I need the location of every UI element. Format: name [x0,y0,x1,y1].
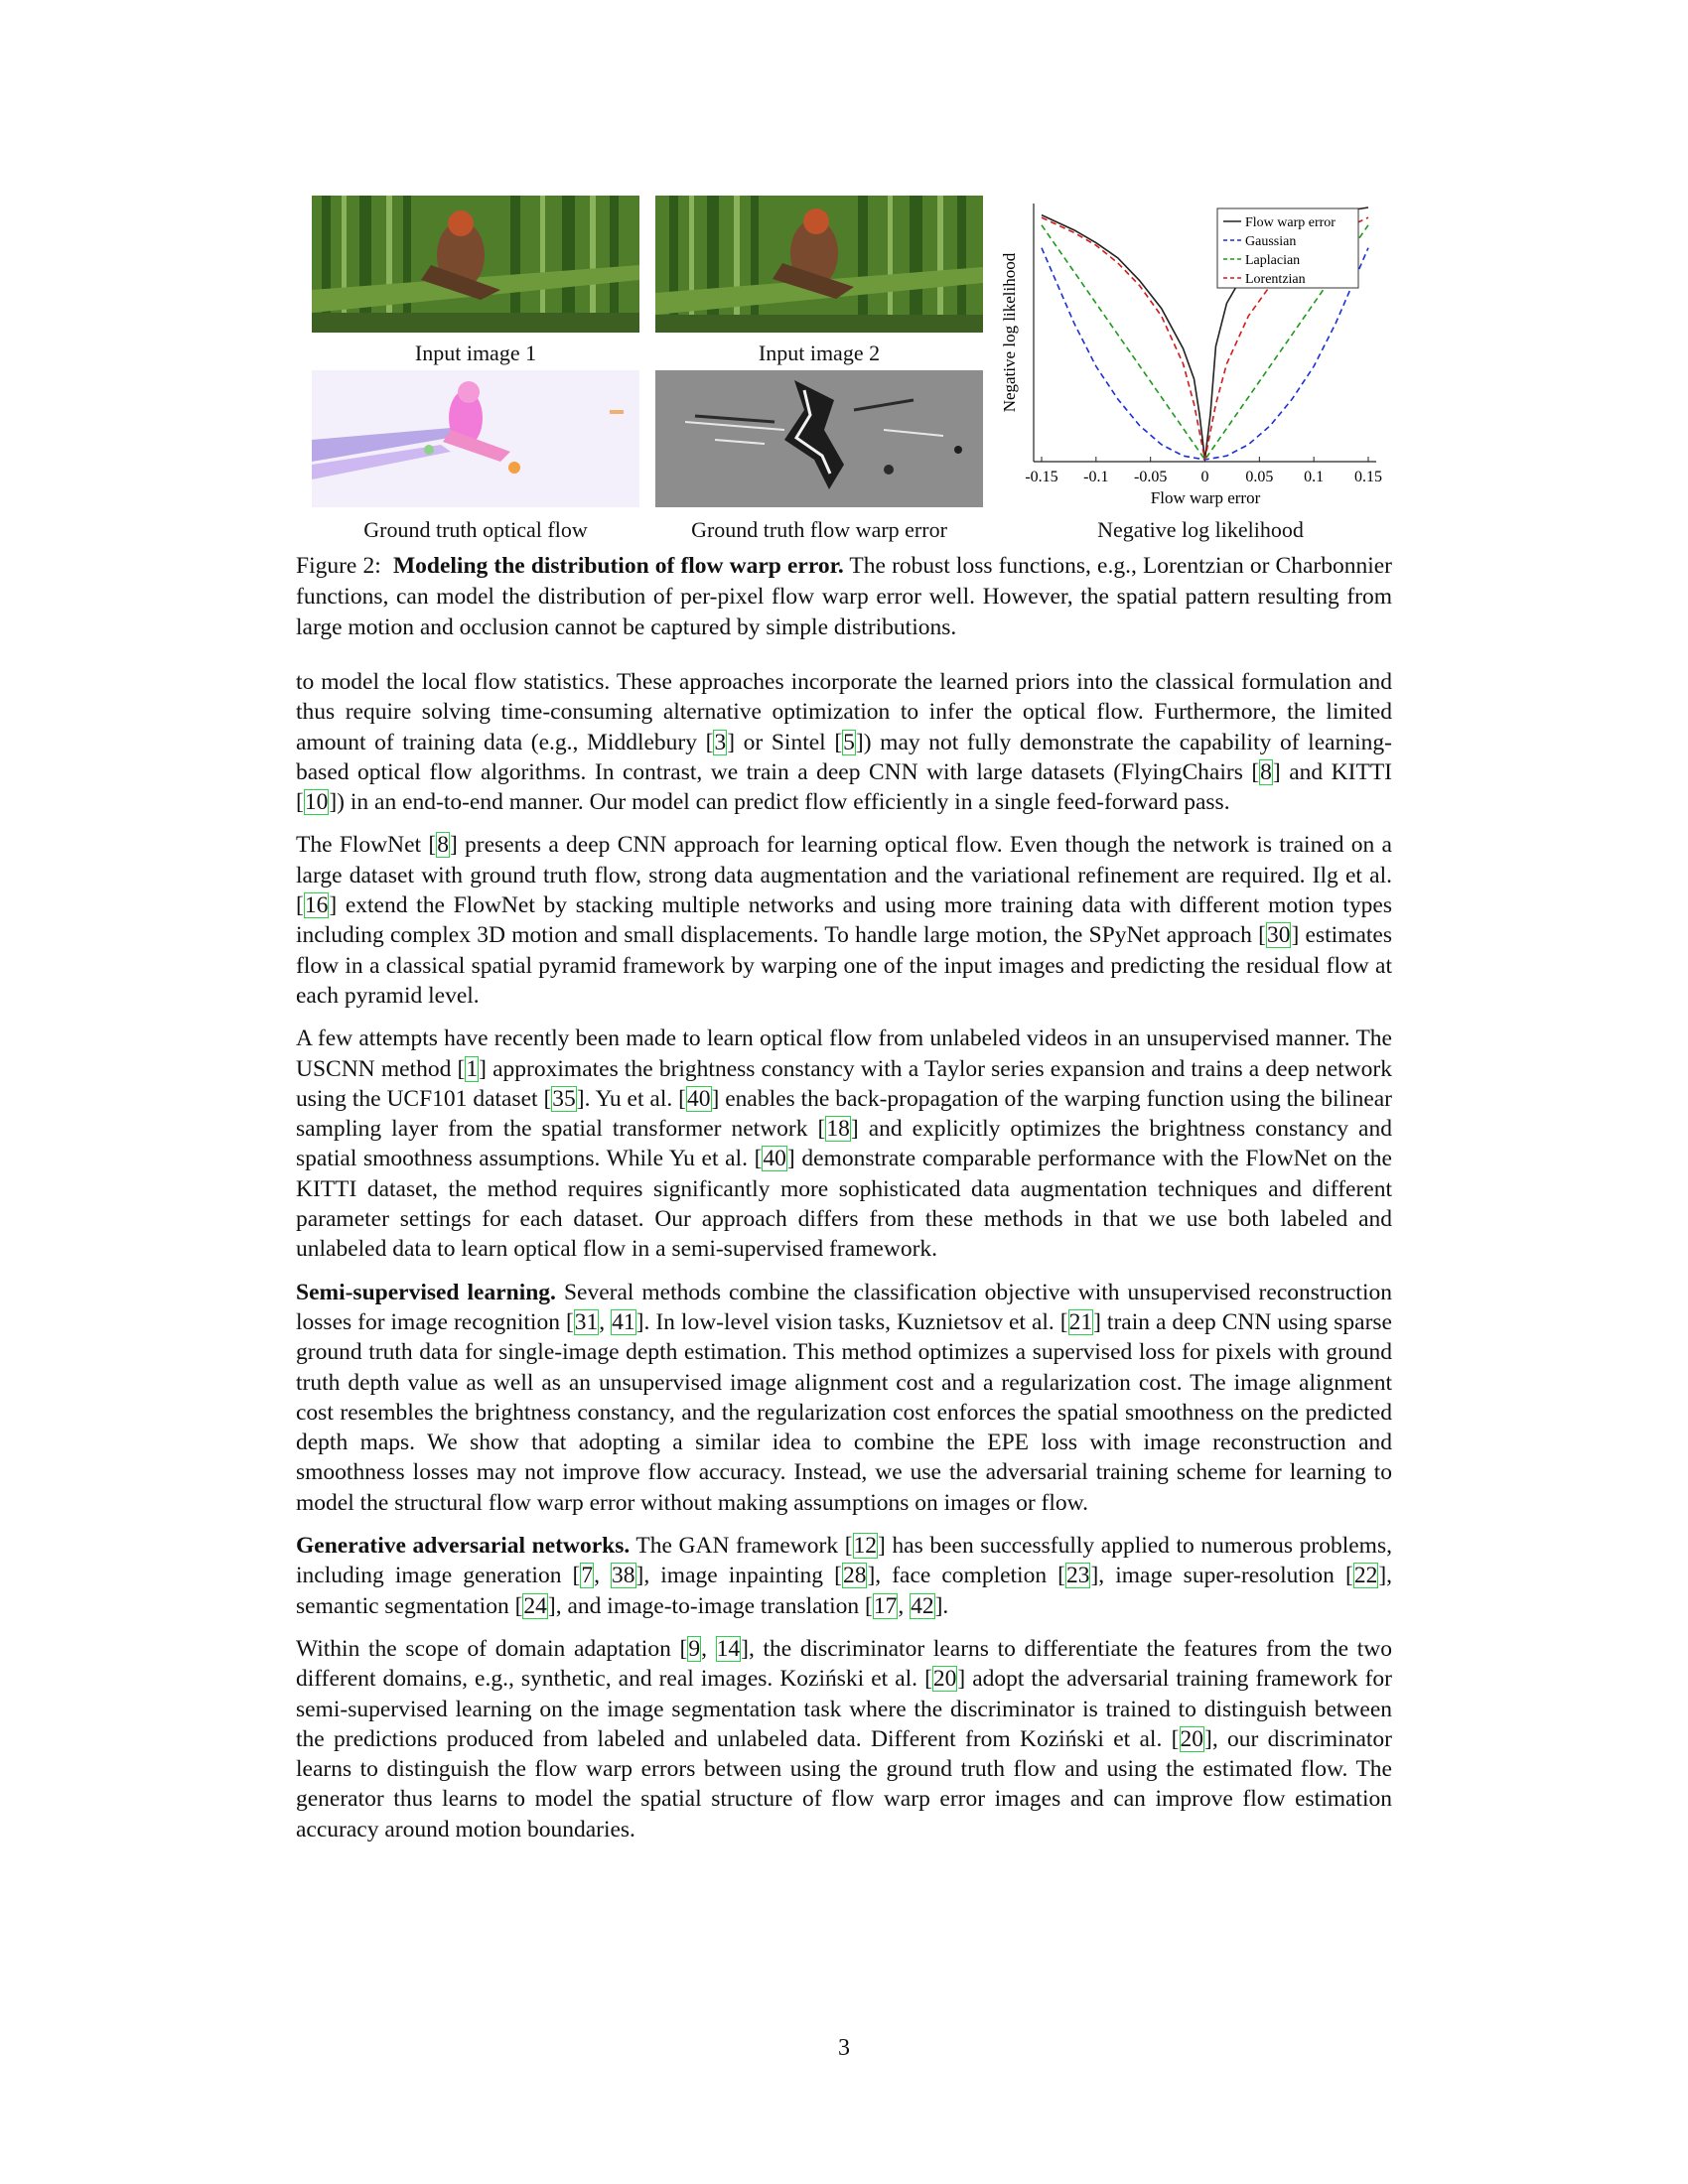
citation-link[interactable]: 16 [304,892,329,919]
text-run: approximates the brightness constancy with a Taylor series expansion and trains a deep network using the UCF101 dataset [296,1055,1392,1112]
citation-link[interactable]: 23 [1065,1563,1090,1589]
citation-link[interactable]: 20 [932,1666,957,1693]
chart-xlabel: Flow warp error [1150,488,1261,507]
x-tick-label: -0.05 [1134,469,1168,485]
citation-link[interactable]: 21 [1068,1308,1093,1335]
citation-link[interactable]: 5 [843,729,855,755]
citation-link[interactable]: 7 [581,1563,594,1589]
citation-link[interactable]: 14 [716,1635,741,1662]
chart-legend [1217,208,1358,288]
x-tick-label: -0.15 [1025,469,1058,485]
paragraph-3: A few attempts have recently been made to learn optical flow from unlabeled videos in an unsupervised manner. The USCNN method [1] approximates the brightness constancy with a Taylor series expansion and trains a deep network using the UCF101 dataset [35]. Yu et al. [40] enables the back-propagation of the warping function using the bilinear sampling layer from the spatial transformer network [18] and explicitly optimizes the brightness constancy and spatial smoothness assumptions. While Yu et al. [40] demonstrate comparable performance with the FlowNet on the KITTI dataset, the method requires significantly more sophisticated data augmentation techniques and different parameter settings for each dataset. Our approach differs from these methods in that we use both labeled and unlabeled data to learn optical flow in a semi-supervised framework. [296,1025,1393,1263]
chart-ylabel: Negative log likelihood [1000,252,1019,413]
caption-input-1: Input image 1 [414,341,537,365]
page-content [296,194,1392,1857]
citation-link[interactable]: 30 [1266,922,1291,949]
text-run: ) may not fully demonstrate the capability of learning-based optical flow algorithms. In contrast, we train a deep CNN with large datasets (FlyingChairs [296,729,1392,785]
caption-gt-flow: Ground truth optical flow [363,517,588,542]
text-run: , and image-to-image translation [555,1592,866,1619]
text-run: train a deep CNN using sparse ground truth data for single-image depth estimation. This method optimizes a supervised loss for pixels with ground truth depth value as well as an unsupervised image alignment cost and a regularization cost. The image alignment cost resembles the brightness constancy, and the regularization cost enforces the spatial smoothness on the predicted depth maps. We show that adopting a similar idea to combine the EPE loss with image reconstruction and smoothness losses may not improve flow accuracy. Instead, we use the adversarial training scheme for learning to model the structural flow warp error without making assumptions on images or flow. [296,1308,1392,1516]
citation-link[interactable]: 42 [911,1592,934,1619]
legend-label: Flow warp error [1245,215,1336,230]
citation-link[interactable]: 28 [842,1563,867,1589]
citation-link[interactable]: 18 [826,1116,850,1143]
figure-2 [296,194,1392,543]
text-run: to model the local flow statistics. These approaches incorporate the learned priors into the classical formulation and thus require solving time-consuming alternative optimization to infer the optical flow. Furthermore, the limited amount of training data (e.g., Middlebury [296,669,1392,755]
paragraph-domain-adaptation: Within the scope of domain adaptation [9, 14], the discriminator learns to differentiate the features from the two different domains, e.g., synthetic, and real images. Koziński et al. [20] adopt the adversarial training framework for semi-supervised learning on the image segmentation task where the discriminator is trained to distinguish between the predictions produced from labeled and unlabeled data. Different from Koziński et al. [20], our discriminator learns to distinguish the flow warp errors between using the ground truth flow and using the estimated flow. The generator thus learns to model the spatial structure of flow warp error images and can improve flow estimation accuracy around motion boundaries. [296,1635,1392,1843]
paragraph-heading: Semi-supervised learning. [296,1279,556,1305]
legend-label: Laplacian [1245,253,1301,268]
text-run: . In low-level vision tasks, Kuznietsov et al. [643,1308,1060,1335]
paragraph-semi-supervised: Semi-supervised learning. Several methods combine the classification objective with unsupervised reconstruction losses for image recognition [31, 41]. In low-level vision tasks, Kuznietsov et al. [21] train a deep CNN using sparse ground truth data for single-image depth estimation. This method optimizes a supervised loss for pixels with ground truth depth value as well as an unsupervised image alignment cost and a regularization cost. The image alignment cost resembles the brightness constancy, and the regularization cost enforces the spatial smoothness on the predicted depth maps. We show that adopting a similar idea to combine the EPE loss with image reconstruction and smoothness losses may not improve flow accuracy. Instead, we use the adversarial training scheme for learning to model the structural flow warp error without making assumptions on images or flow. [296,1279,1392,1516]
text-run: presents a deep CNN approach for learning optical flow. Even though the network is trained on a large dataset with ground truth flow, strong data augmentation and the variational refinement are required. Ilg et al. [296,832,1392,888]
text-run: A few attempts have recently been made to learn optical flow from unlabeled videos in an unsupervised manner. The USCNN method [296,1025,1392,1082]
text-run: and explicitly optimizes the brightness constancy and spatial smoothness assumptions. While Yu et al. [296,1116,1392,1172]
caption-input-2: Input image 2 [758,341,881,365]
text-run: has been successfully applied to numerous problems, including image generation [296,1533,1392,1589]
text-run: The GAN framework [630,1533,845,1560]
paragraph-1: to model the local flow statistics. These approaches incorporate the learned priors into the classical formulation and thus require solving time-consuming alternative optimization to infer the optical flow. Furthermore, the limited amount of training data (e.g., Middlebury [3] or Sintel [5]) may not fully demonstrate the capability of learning-based optical flow algorithms. In contrast, we train a deep CNN with large datasets (FlyingChairs [8] and KITTI [10]) in an end-to-end manner. Our model can predict flow efficiently in a single feed-forward pass. [296,669,1393,816]
caption-gt-warp: Ground truth flow warp error [691,517,947,542]
figure-caption [296,551,1392,643]
caption-nll: Negative log likelihood [1097,517,1304,542]
text-run: demonstrate comparable performance with the FlowNet on the KITTI dataset, the method requires significantly more sophisticated data augmentation techniques and different parameter settings for each dataset. Our approach differs from these methods in that we use both labeled and unlabeled data to learn optical flow in a semi-supervised framework. [296,1146,1392,1263]
legend-label: Lorentzian [1245,272,1306,287]
citation-link[interactable]: 9 [688,1635,701,1662]
citation-link[interactable]: 8 [1260,758,1272,785]
citation-link[interactable]: 40 [763,1146,786,1172]
citation-link[interactable]: 22 [1353,1563,1378,1589]
citation-link[interactable]: 3 [714,729,727,755]
x-tick-label: 0.1 [1304,469,1325,485]
paragraph-2: The FlowNet [8] presents a deep CNN approach for learning optical flow. Even though the network is trained on a large dataset with ground truth flow, strong data augmentation and the variational refinement are required. Ilg et al. [16] extend the FlowNet by stacking multiple networks and using more training data with different motion types including complex 3D motion and small displacements. To handle large motion, the SPyNet approach [30] estimates flow in a classical spatial pyramid framework by warping one of the input images and predicting the residual flow at each pyramid level. [296,832,1392,1009]
text-run: enables the back-propagation of the warping function using the bilinear sampling layer from the spatial transformer network [296,1085,1393,1143]
citation-link[interactable]: 10 [304,789,329,816]
text-run: , the discriminator learns to differentiate the features from the two different domains, e.g., synthetic, and real images. Koziński et al. [296,1635,1392,1693]
citation-link[interactable]: 41 [612,1308,635,1335]
x-tick-label: 0.05 [1245,469,1274,485]
text-run: and KITTI [1280,758,1393,785]
citation-link[interactable]: 38 [612,1563,635,1589]
text-run: or Sintel [735,729,835,755]
x-tick-label: 0.15 [1354,469,1382,485]
citation-link[interactable]: 20 [1180,1725,1203,1752]
text-run: , face completion [875,1563,1058,1589]
x-tick-label: 0 [1200,469,1209,485]
citation-link[interactable]: 40 [687,1085,711,1112]
text-run: ) in an end-to-end manner. Our model can predict flow efficiently in a single feed-forward pass. [337,789,1230,816]
figure-title: Modeling the distribution of flow warp error. [392,553,844,579]
figure-caption-text: The robust loss functions, e.g., Lorentzian or Charbonnier functions, can model the distribution of per-pixel flow warp error well. However, the spatial pattern resulting from large motion and occlusion cannot be captured by simple distributions. [296,553,1392,640]
text-run: , our discriminator learns to distinguish the flow warp errors between using the ground truth flow and using the estimated flow. The generator thus learns to model the spatial structure of flow warp error images and can improve flow estimation accuracy around motion boundaries. [296,1725,1392,1843]
citation-link[interactable]: 24 [523,1592,547,1619]
input-image-1 [312,196,639,333]
page-number: 3 [838,2035,850,2061]
citation-link[interactable]: 8 [437,832,449,859]
body-text [296,667,1392,1844]
paragraph-gan: Generative adversarial networks. The GAN framework [12] has been successfully applied to numerous problems, including image generation [7, 38], image inpainting [28], face completion [23], image super-resolution [22], semantic segmentation [24], and image-to-image translation [17, 42]. [296,1533,1393,1619]
text-run: . Yu et al. [584,1085,679,1112]
text-run: . [942,1592,949,1619]
ground-truth-warp-error-image [655,370,983,507]
ground-truth-flow-image [312,370,639,507]
text-run: , image super-resolution [1098,1563,1345,1589]
input-image-2 [655,196,983,333]
citation-link[interactable]: 17 [873,1592,898,1619]
text-run: adopt the adversarial training framework for semi-supervised learning on the image segmentation task where the discriminator is trained to distinguish between the predictions produced from labeled and unlabeled data. Different from Koziński et al. [296,1666,1392,1752]
citation-link[interactable]: 12 [853,1533,878,1560]
text-run: Within the scope of domain adaptation [296,1635,680,1662]
text-run: estimates flow in a classical spatial pyramid framework by warping one of the input images and predicting the residual flow at each pyramid level. [296,922,1392,1009]
x-tick-label: -0.1 [1083,469,1109,485]
text-run: Several methods combine the classification objective with unsupervised reconstruction losses for image recognition [296,1279,1392,1335]
text-run: extend the FlowNet by stacking multiple networks and using more training data with different motion types including complex 3D motion and small displacements. To handle large motion, the SPyNet approach [296,892,1392,949]
citation-link[interactable]: 1 [466,1055,479,1082]
citation-link[interactable]: 31 [574,1308,599,1335]
text-run: , image inpainting [643,1563,835,1589]
nll-chart [997,194,1392,513]
figure-label: Figure 2: [296,553,381,579]
text-run: , semantic segmentation [296,1563,1393,1619]
citation-link[interactable]: 35 [552,1085,576,1112]
paragraph-heading: Generative adversarial networks. [296,1533,631,1560]
legend-label: Gaussian [1245,234,1297,249]
text-run: The FlowNet [296,832,429,859]
